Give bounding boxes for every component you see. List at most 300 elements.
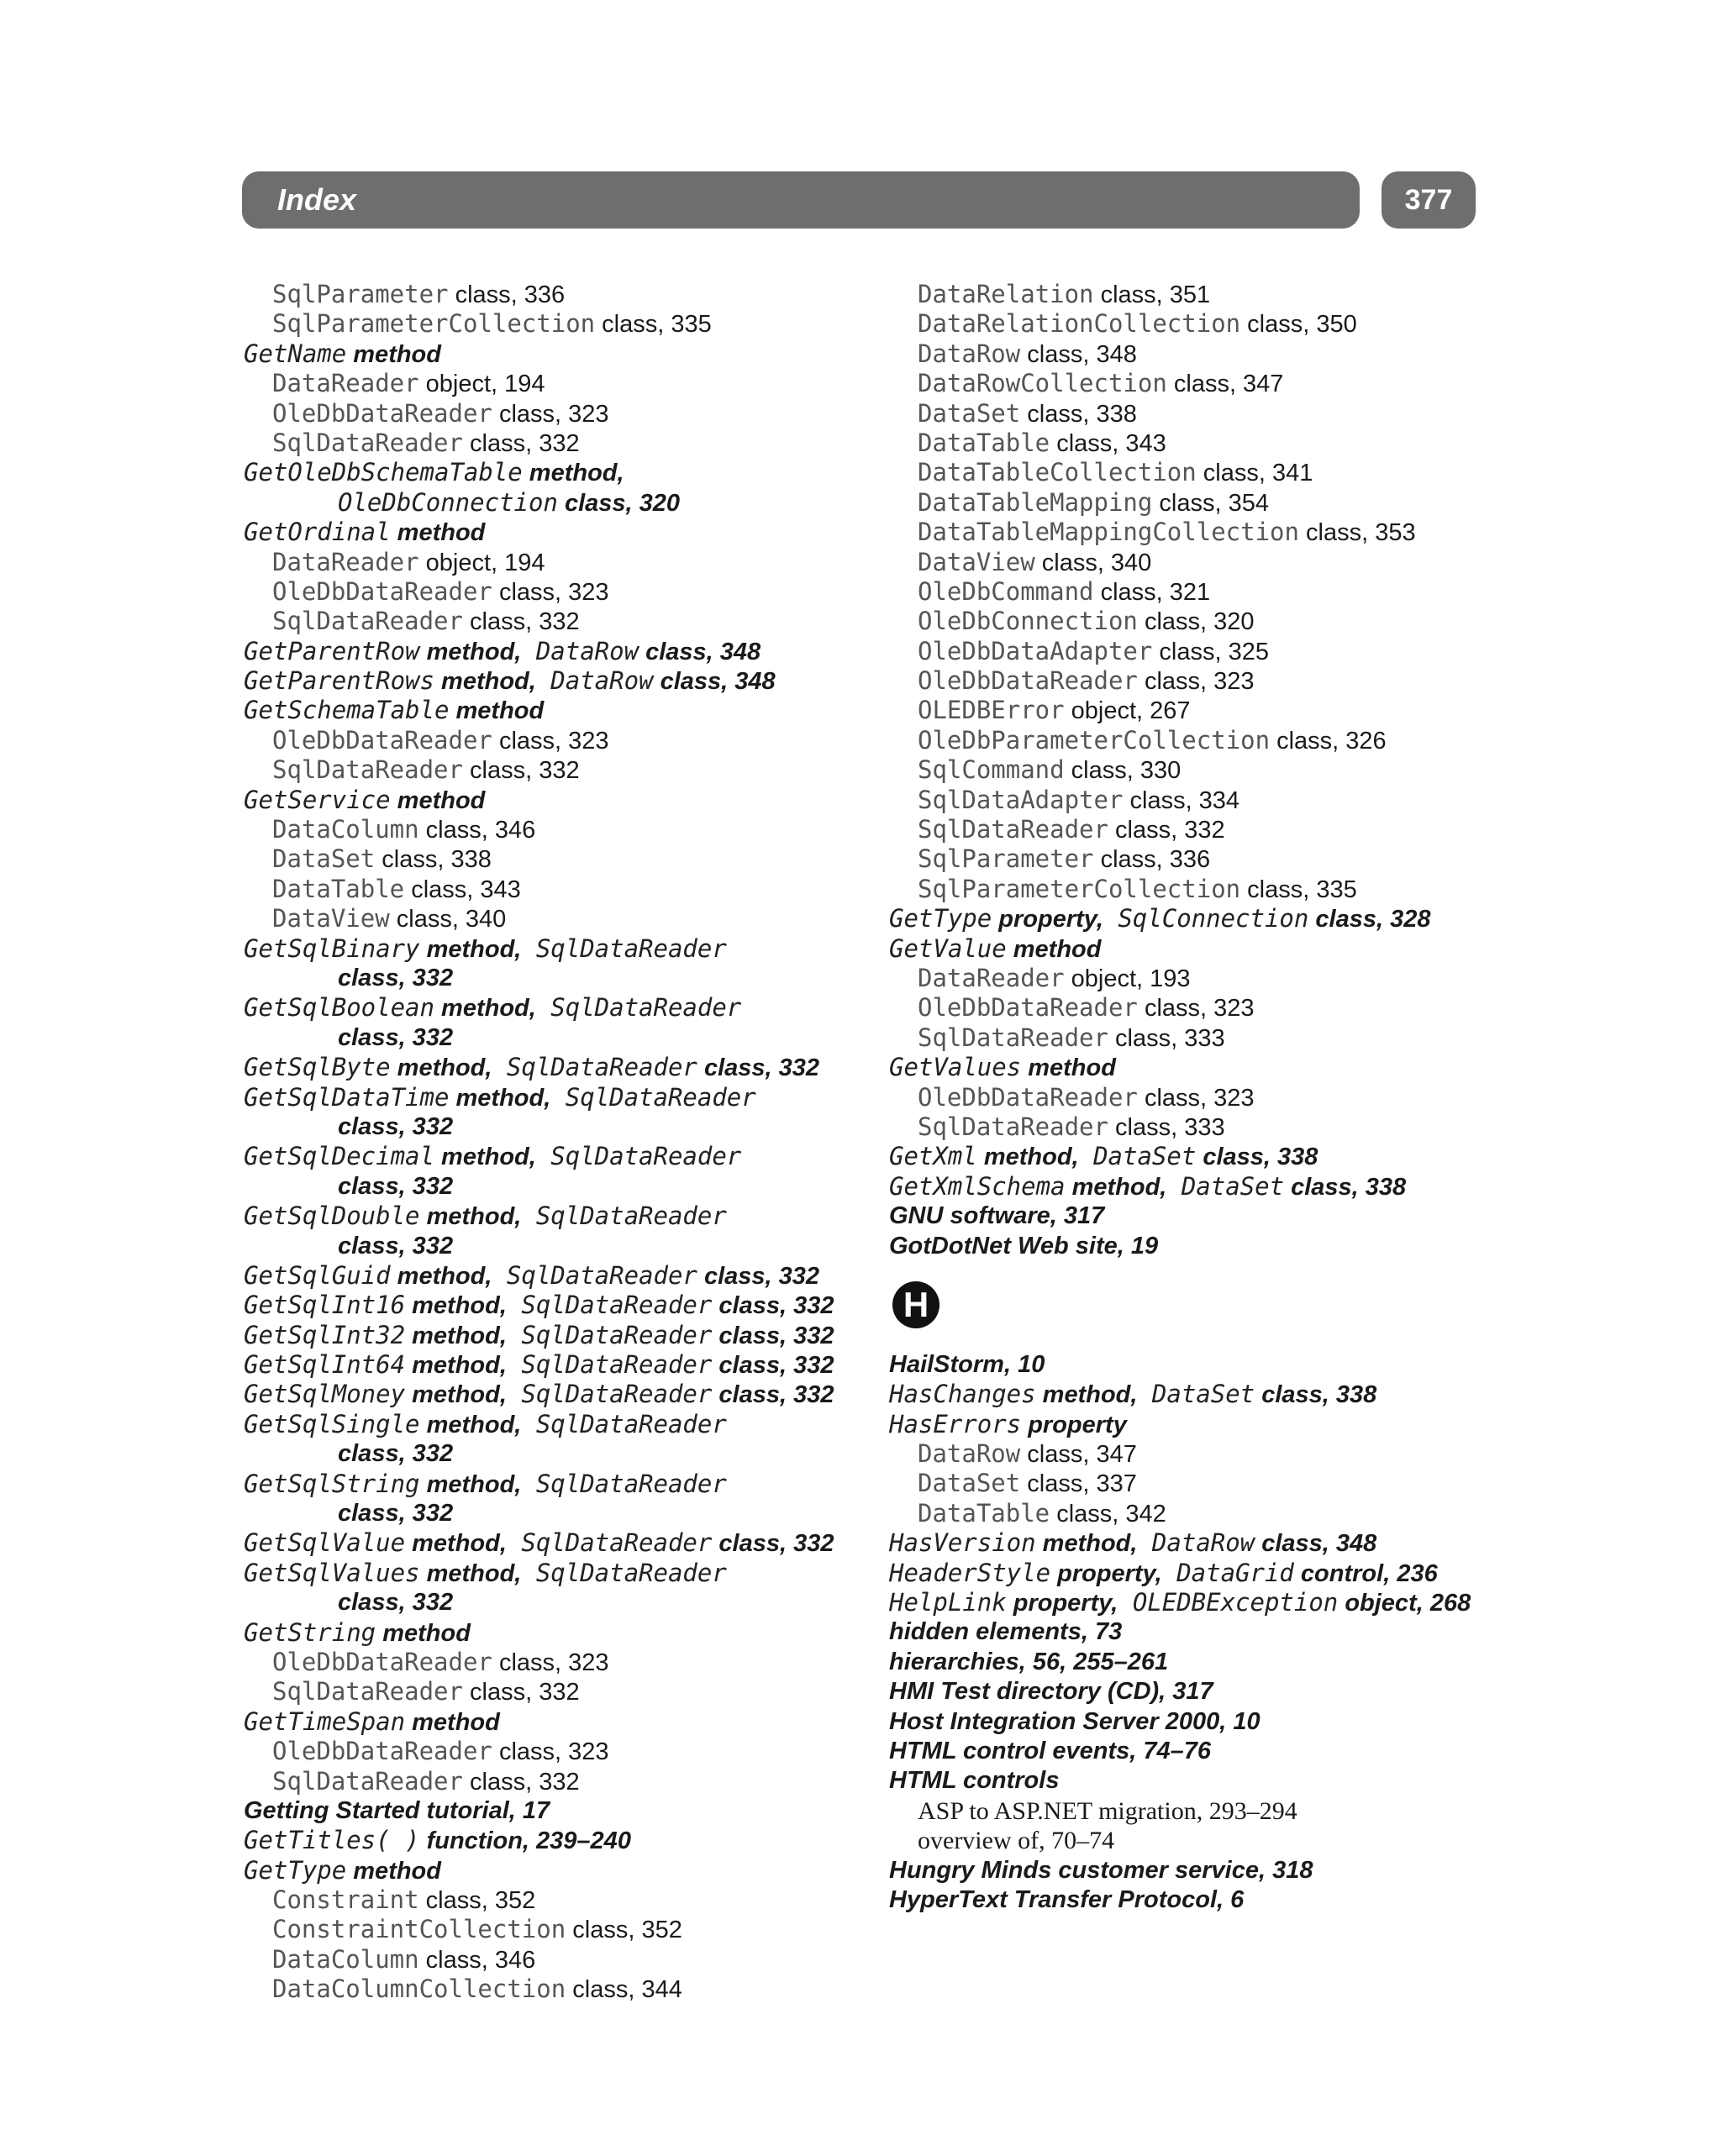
left-index-entry <box>244 844 882 874</box>
entry-term-text: method, <box>419 1559 522 1587</box>
right-index-entry <box>889 1588 1494 1617</box>
right-index-entry <box>889 1499 1494 1528</box>
entry-term-code: DataSet <box>1166 1171 1285 1201</box>
entry-term-code: GetSqlBoolean <box>244 993 434 1023</box>
right-index-entry <box>889 904 1494 933</box>
entry-term-code: DataRow <box>1137 1528 1255 1558</box>
entry-term-text: property, <box>1006 1590 1118 1617</box>
subentry-page-ref: class, 325 <box>1152 638 1269 665</box>
left-index-entry <box>244 280 882 309</box>
entry-term-text: method <box>449 697 545 725</box>
entry-term-text: Getting Started tutorial, 17 <box>244 1796 550 1824</box>
left-index-entry <box>244 755 882 785</box>
right-index-entry <box>889 1142 1494 1171</box>
subentry-page-ref: class, 330 <box>1064 757 1182 785</box>
subentry-term-code: SqlDataReader <box>918 1023 1108 1052</box>
subentry-term-code: SqlParameterCollection <box>918 874 1241 903</box>
entry-term-code: GetTimeSpan <box>244 1706 406 1736</box>
right-index-entry <box>889 1232 1494 1261</box>
right-index-entry <box>889 1202 1494 1231</box>
header-bar <box>242 171 1360 229</box>
entry-page-ref: class, 332 <box>338 1232 454 1259</box>
subentry-term-code: SqlDataReader <box>272 1766 463 1796</box>
right-index-entry <box>889 458 1494 487</box>
right-index-entry <box>889 339 1494 369</box>
subentry-term-code: DataColumn <box>272 815 419 844</box>
entry-term-text: method, <box>405 1292 507 1320</box>
subentry-term: overview of <box>918 1827 1039 1855</box>
subentry-term-code: DataReader <box>272 369 419 398</box>
subentry-page-ref: class, 337 <box>1020 1470 1137 1498</box>
subentry-term-code: OLEDBError <box>918 696 1065 725</box>
right-index-entry <box>889 1617 1494 1647</box>
entry-term-text: function, 239–240 <box>419 1827 631 1855</box>
left-index-entry <box>244 429 882 458</box>
right-index-entry <box>889 696 1494 725</box>
entry-term-code: SqlConnection <box>1103 904 1309 933</box>
entry-term-text: HailStorm, 10 <box>889 1350 1045 1378</box>
subentry-page-ref: class, 326 <box>1270 727 1387 755</box>
left-index-entry <box>244 577 882 607</box>
subentry-term-code: DataRow <box>918 339 1021 368</box>
subentry-term-code: OleDbDataReader <box>272 1647 492 1676</box>
entry-page-ref: class, 332 <box>338 1589 454 1617</box>
right-index-entry <box>889 1677 1494 1706</box>
left-index-entry <box>244 458 882 487</box>
subentry-term-code: SqlParameter <box>918 844 1094 874</box>
subentry-term-code: DataRow <box>918 1439 1021 1469</box>
entry-term-code: HasErrors <box>889 1409 1022 1438</box>
entry-term-code: HasVersion <box>889 1528 1036 1558</box>
subentry-term-code: SqlDataAdapter <box>918 785 1124 814</box>
left-index-entry <box>244 309 882 339</box>
subentry-term-code: DataTable <box>272 874 405 903</box>
left-index-entry <box>244 1945 882 1975</box>
right-index-entry <box>889 309 1494 339</box>
entry-term-code: GetName <box>244 339 347 368</box>
entry-term-code: SqlDataReader <box>521 1469 727 1498</box>
entry-term-code: SqlDataReader <box>535 1142 742 1171</box>
subentry-page-ref: class, 333 <box>1108 1113 1225 1141</box>
entry-term-text: method, <box>522 460 624 487</box>
right-index-entry <box>889 964 1494 993</box>
subentry-page-ref: class, 323 <box>1137 668 1255 696</box>
right-index-entry <box>889 1112 1494 1142</box>
subentry-term-code: SqlDataReader <box>918 815 1108 844</box>
entry-term-text: hierarchies, 56, 255–261 <box>889 1648 1169 1675</box>
left-index-entry <box>244 1856 882 1885</box>
subentry-page-ref: class, 347 <box>1020 1441 1137 1469</box>
subentry-page-ref: class, 332 <box>462 1679 580 1706</box>
right-index-entry <box>889 1350 1494 1380</box>
entry-term-text: method, <box>1035 1530 1138 1558</box>
entry-term-text: method, <box>405 1322 507 1349</box>
entry-term-code: GetSqlInt32 <box>244 1320 406 1349</box>
subentry-page-ref: object, 267 <box>1064 697 1191 725</box>
entry-term-code: DataGrid <box>1161 1558 1294 1587</box>
entry-page-ref: class, 332 <box>338 1023 454 1051</box>
entry-term-text: method, <box>449 1084 551 1112</box>
entry-page-ref: class, 332 <box>338 1500 454 1528</box>
entry-term-text: method <box>390 786 486 814</box>
entry-term-code: SqlDataReader <box>492 1053 697 1082</box>
entry-term-text: method, <box>1065 1173 1167 1201</box>
entry-page-ref: class, 332 <box>712 1352 834 1380</box>
right-index-entry <box>889 1856 1494 1885</box>
subentry-page-ref: class, 323 <box>492 1649 609 1676</box>
left-index-entry <box>244 637 882 666</box>
right-index-entry <box>889 993 1494 1023</box>
subentry-page-ref: class, 323 <box>1137 1084 1255 1112</box>
subentry-page-ref: class, 336 <box>448 281 566 308</box>
left-index-entry <box>244 1083 882 1112</box>
subentry-page-ref: class, 341 <box>1196 460 1313 487</box>
entry-term-text: method, <box>419 1411 522 1438</box>
entry-term-text: method, <box>434 668 536 696</box>
entry-term-code: SqlDataReader <box>506 1528 713 1558</box>
subentry-term-code: SqlCommand <box>918 755 1065 785</box>
subentry-page-ref: class, 332 <box>462 429 580 457</box>
entry-term-code: SqlDataReader <box>535 993 742 1023</box>
subentry-page-ref: class, 332 <box>462 1768 580 1796</box>
entry-term-code: SqlDataReader <box>521 1558 727 1587</box>
left-index-entry <box>244 1202 882 1231</box>
page-number: 377 <box>1382 171 1476 229</box>
entry-term-text: hidden elements, 73 <box>889 1618 1123 1646</box>
entry-term-text: method, <box>390 1054 492 1082</box>
entry-term-text: method, <box>419 638 522 665</box>
entry-page-ref: class, 332 <box>697 1262 820 1290</box>
entry-term-code: SqlDataReader <box>506 1380 713 1409</box>
subentry-term-code: DataReader <box>918 963 1065 992</box>
subentry-page-ref: class, 323 <box>492 400 609 428</box>
right-index-entry <box>889 577 1494 607</box>
subentry-term-code: DataRelation <box>918 280 1094 308</box>
entry-term-text: Host Integration Server 2000, 10 <box>889 1707 1260 1735</box>
right-index-entry <box>889 1648 1494 1677</box>
right-index-entry <box>889 786 1494 815</box>
entry-term-text: method, <box>419 1203 522 1231</box>
entry-term-code: GetSqlSingle <box>244 1409 420 1438</box>
index-column-right <box>889 280 1494 1915</box>
entry-page-ref: class, 338 <box>1255 1381 1377 1409</box>
subentry-term-code: SqlDataReader <box>272 755 463 785</box>
subentry-page-ref: class, 338 <box>375 846 492 874</box>
entry-page-ref: class, 332 <box>712 1530 834 1558</box>
entry-page-ref: class, 332 <box>338 1172 454 1200</box>
right-index-entry <box>889 1023 1494 1053</box>
entry-page-ref: class, 332 <box>338 964 454 991</box>
entry-term-text: property <box>1021 1411 1127 1438</box>
left-index-entry <box>244 934 882 964</box>
entry-term-code: GetService <box>244 785 391 814</box>
subentry-term-code: DataColumn <box>272 1944 419 1974</box>
subentry-term-code: DataRelationCollection <box>918 309 1241 339</box>
left-index-entry <box>244 1528 882 1558</box>
left-index-entry <box>244 1975 882 2004</box>
subentry-page-ref: class, 335 <box>1240 876 1357 903</box>
entry-term-text: method <box>405 1708 500 1736</box>
entry-page-ref: class, 332 <box>338 1440 454 1468</box>
entry-term-text: HMI Test directory (CD), 317 <box>889 1678 1213 1706</box>
left-index-entry <box>244 1826 882 1855</box>
subentry-term-code: OleDbDataReader <box>272 725 492 755</box>
left-index-entry <box>244 875 882 904</box>
right-index-entry <box>889 518 1494 547</box>
entry-term-text: method <box>1021 1054 1116 1082</box>
subentry-page-ref: object, 194 <box>418 371 545 398</box>
subentry-term-code: DataView <box>272 904 390 933</box>
right-index-entry <box>889 1469 1494 1498</box>
subentry-term-code: OleDbDataReader <box>272 1737 492 1766</box>
entry-page-ref: class, 348 <box>653 668 776 696</box>
entry-page-ref: class, 348 <box>1255 1530 1377 1558</box>
entry-term-code: SqlDataReader <box>521 933 727 963</box>
entry-term-text: method, <box>434 1144 536 1171</box>
subentry-page-ref: class, 338 <box>1020 400 1137 428</box>
entry-term-code: GetValue <box>889 933 1007 963</box>
entry-term-code: GetSqlByte <box>244 1053 391 1082</box>
right-index-entry <box>889 844 1494 874</box>
entry-term-code: SqlDataReader <box>506 1350 713 1380</box>
subentry-term-code: DataTableMappingCollection <box>918 518 1299 547</box>
entry-page-ref: class, 332 <box>697 1054 820 1082</box>
entry-term-text: method, <box>976 1144 1079 1171</box>
entry-page-ref: control, 236 <box>1293 1559 1438 1587</box>
entry-term-text: method, <box>419 935 522 963</box>
entry-term-code: GetSqlBinary <box>244 933 420 963</box>
left-index-entry <box>244 548 882 577</box>
subentry-term-code: Constraint <box>272 1885 419 1915</box>
running-header-title: Index <box>277 182 357 217</box>
subentry-term-code: OleDbDataAdapter <box>918 636 1153 665</box>
entry-page-ref: class, 348 <box>639 638 761 665</box>
subentry-page-ref: class, 333 <box>1108 1024 1225 1052</box>
entry-term-code: GetOleDbSchemaTable <box>244 458 523 487</box>
entry-term-text: method <box>1006 935 1102 963</box>
entry-term-code: GetXmlSchema <box>889 1171 1066 1201</box>
entry-term-code: SqlDataReader <box>550 1082 756 1112</box>
subentry-term-code: OleDbDataReader <box>272 398 492 428</box>
subentry-page-ref: class, 343 <box>1050 429 1166 457</box>
right-index-entry <box>889 1083 1494 1112</box>
entry-term-code: HelpLink <box>889 1588 1007 1617</box>
subentry-page-ref: class, 344 <box>566 1976 682 2004</box>
subentry-page-ref: object, 194 <box>418 549 545 576</box>
right-index-entry <box>889 607 1494 636</box>
entry-term-text: method, <box>405 1381 507 1409</box>
left-index-entry <box>244 1172 882 1202</box>
right-index-entry <box>889 637 1494 666</box>
right-index-entry <box>889 1885 1494 1915</box>
entry-term-code: GetSqlValue <box>244 1528 406 1558</box>
subentry-page-ref: class, 352 <box>566 1917 682 1944</box>
subentry-term-code: DataView <box>918 547 1035 576</box>
left-index-entry <box>244 786 882 815</box>
section-letter-heading <box>889 1261 1494 1350</box>
left-index-entry <box>244 1885 882 1915</box>
entry-page-ref: class, 332 <box>712 1381 834 1409</box>
entry-term-text: Hungry Minds customer service, 318 <box>889 1856 1313 1884</box>
entry-term-text: method, <box>434 995 536 1023</box>
entry-term-text: method, <box>419 1470 522 1498</box>
subentry-term-code: OleDbDataReader <box>918 666 1138 696</box>
left-index-entry <box>244 1350 882 1380</box>
entry-term-text: method <box>390 519 486 547</box>
right-index-entry <box>889 1559 1494 1588</box>
subentry-term-code: DataReader <box>272 547 419 576</box>
left-index-entry <box>244 1470 882 1499</box>
left-index-entry <box>244 488 882 518</box>
subentry-page-ref: object, 193 <box>1064 965 1191 992</box>
left-index-entry <box>244 1142 882 1171</box>
entry-term-code: DataRow <box>535 666 654 696</box>
entry-term-text: method <box>376 1619 471 1647</box>
right-index-entry <box>889 399 1494 429</box>
subentry-page-ref: class, 351 <box>1093 281 1211 308</box>
subentry-page-ref: class, 321 <box>1093 578 1211 606</box>
left-index-entry <box>244 1321 882 1350</box>
index-column-left <box>244 280 882 2005</box>
left-index-entry <box>244 1380 882 1409</box>
left-index-entry <box>244 1707 882 1737</box>
right-index-entry <box>889 755 1494 785</box>
entry-page-ref: class, 338 <box>1196 1144 1318 1171</box>
left-index-entry <box>244 1767 882 1796</box>
left-index-entry <box>244 1559 882 1588</box>
entry-term-text: GotDotNet Web site, 19 <box>889 1232 1159 1259</box>
entry-term-code: GetSqlString <box>244 1469 420 1498</box>
entry-term-code: GetType <box>889 904 992 933</box>
entry-term-code: GetSqlGuid <box>244 1260 391 1290</box>
left-index-entry <box>244 1112 882 1142</box>
subentry-page-ref: class, 335 <box>595 311 712 339</box>
subentry-term-code: DataSet <box>918 1469 1021 1498</box>
subentry-term-code: OleDbConnection <box>918 607 1138 636</box>
entry-term-code: OleDbConnection <box>338 487 558 517</box>
subentry-page-ref: class, 332 <box>462 757 580 785</box>
subentry-page-ref: , 293–294 <box>1196 1796 1297 1825</box>
subentry-term-code: DataTableMapping <box>918 487 1153 517</box>
left-index-entry <box>244 607 882 636</box>
left-index-entry <box>244 726 882 755</box>
left-index-entry <box>244 1053 882 1082</box>
entry-term-code: GetSqlDataTime <box>244 1082 450 1112</box>
right-index-entry <box>889 1528 1494 1558</box>
entry-page-ref: class, 332 <box>712 1292 834 1320</box>
left-index-entry <box>244 1023 882 1053</box>
right-index-entry <box>889 1380 1494 1409</box>
left-index-entry <box>244 993 882 1023</box>
entry-term-code: SqlDataReader <box>506 1291 713 1320</box>
subentry-page-ref: class, 323 <box>492 578 609 606</box>
subentry-term-code: DataColumnCollection <box>272 1975 566 2004</box>
left-index-entry <box>244 1410 882 1439</box>
entry-term-code: HeaderStyle <box>889 1558 1051 1587</box>
right-index-entry <box>889 1796 1494 1826</box>
subentry-term-code: SqlDataReader <box>272 428 463 457</box>
left-index-entry <box>244 1588 882 1617</box>
right-index-entry <box>889 1439 1494 1469</box>
subentry-term-code: OleDbParameterCollection <box>918 725 1271 755</box>
right-index-entry <box>889 875 1494 904</box>
entry-page-ref: object, 268 <box>1338 1590 1471 1617</box>
entry-term-code: GetSqlDouble <box>244 1202 420 1231</box>
entry-page-ref: class, 320 <box>557 489 681 517</box>
entry-page-ref: class, 328 <box>1308 906 1431 933</box>
left-index-entry <box>244 399 882 429</box>
entry-term-text: GNU software, 317 <box>889 1202 1105 1230</box>
entry-term-code: GetSchemaTable <box>244 696 450 725</box>
subentry-page-ref: class, 332 <box>1108 817 1225 844</box>
subentry-page-ref: class, 340 <box>389 906 507 933</box>
entry-term-code: GetSqlInt64 <box>244 1350 406 1380</box>
left-index-entry <box>244 1291 882 1320</box>
left-index-entry <box>244 1648 882 1677</box>
subentry-term-code: OleDbCommand <box>918 576 1094 606</box>
subentry-term-code: DataTable <box>918 428 1050 457</box>
left-index-entry <box>244 1796 882 1826</box>
right-index-entry <box>889 726 1494 755</box>
entry-term-code: GetString <box>244 1617 376 1647</box>
subentry-page-ref: class, 323 <box>492 1738 609 1766</box>
subentry-term-code: SqlDataReader <box>918 1112 1108 1141</box>
entry-term-code: OLEDBException <box>1118 1588 1339 1617</box>
left-index-entry <box>244 1677 882 1706</box>
subentry-term-code: DataTableCollection <box>918 458 1197 487</box>
right-index-entry <box>889 1707 1494 1737</box>
entry-term-code: DataSet <box>1137 1380 1255 1409</box>
right-index-entry <box>889 1410 1494 1439</box>
entry-term-text: method, <box>390 1262 492 1290</box>
right-index-entry <box>889 548 1494 577</box>
left-index-entry <box>244 1737 882 1766</box>
left-index-entry <box>244 1618 882 1648</box>
right-index-entry <box>889 369 1494 398</box>
entry-term-code: HasChanges <box>889 1380 1036 1409</box>
subentry-term-code: OleDbDataReader <box>918 993 1138 1023</box>
entry-term-code: GetSqlValues <box>244 1558 420 1587</box>
left-index-entry <box>244 815 882 844</box>
subentry-term-code: SqlDataReader <box>272 1677 463 1706</box>
right-index-entry <box>889 1053 1494 1082</box>
subentry-page-ref: class, 352 <box>418 1887 536 1915</box>
entry-term-code: GetParentRow <box>244 636 420 665</box>
entry-term-code: GetSqlMoney <box>244 1380 406 1409</box>
right-index-entry <box>889 1737 1494 1766</box>
right-index-entry <box>889 280 1494 309</box>
right-index-entry <box>889 815 1494 844</box>
entry-term-text: HTML control events, 74–76 <box>889 1737 1212 1764</box>
subentry-term-code: DataRowCollection <box>918 369 1167 398</box>
left-index-entry <box>244 339 882 369</box>
subentry-page-ref: class, 323 <box>1137 995 1255 1023</box>
subentry-page-ref: class, 347 <box>1166 371 1284 398</box>
entry-term-code: SqlDataReader <box>492 1260 697 1290</box>
subentry-term-code: DataSet <box>272 844 376 874</box>
subentry-term-code: OleDbDataReader <box>918 1082 1138 1112</box>
right-index-entry <box>889 934 1494 964</box>
left-index-entry <box>244 369 882 398</box>
entry-term-code: GetOrdinal <box>244 518 391 547</box>
entry-term-code: DataSet <box>1078 1142 1197 1171</box>
left-index-entry <box>244 1439 882 1469</box>
entry-term-text: property, <box>1050 1559 1162 1587</box>
entry-term-text: method, <box>405 1352 507 1380</box>
left-index-entry <box>244 1261 882 1291</box>
left-index-entry <box>244 1232 882 1261</box>
entry-term-code: DataRow <box>521 636 639 665</box>
